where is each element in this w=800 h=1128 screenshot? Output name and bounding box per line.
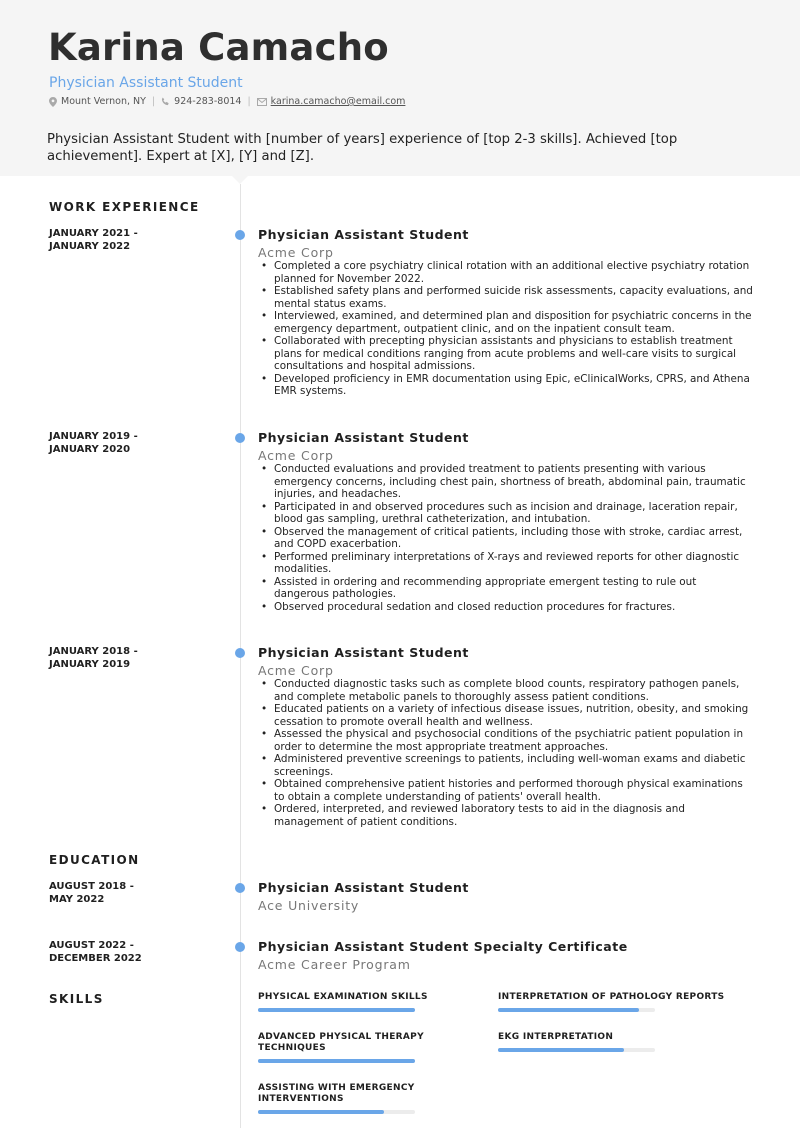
bullet-item: • Participated in and observed procedures such as incision and drainage, laceration repair, blood gas sampling, urethral catheterization, and intubation. <box>258 501 753 526</box>
school-name: Acme Career Program <box>258 957 411 972</box>
entry-date <box>49 645 199 671</box>
phone-icon <box>161 97 170 106</box>
location-pin-icon <box>49 97 57 107</box>
candidate-role: Physician Assistant Student <box>49 75 243 91</box>
bullet-item: • Conducted diagnostic tasks such as complete blood counts, respiratory pathogen panels, and complete metabolic panels to thoroughly assess patient conditions. <box>258 678 753 703</box>
date-end: JANUARY 2019 <box>49 659 131 670</box>
degree-title: Physician Assistant Student <box>258 880 469 895</box>
job-bullets <box>258 260 753 398</box>
degree-title: Physician Assistant Student Specialty Certificate <box>258 939 628 954</box>
bullet-item: • Conducted evaluations and provided treatment to patients presenting with various emergency concerns, including chest pain, shortness of breath, abdominal pain, traumatic injuries, and headaches. <box>258 463 753 501</box>
bullet-item: • Established safety plans and performed suicide risk assessments, capacity evaluations, and mental status exams. <box>258 285 753 310</box>
header-notch <box>232 176 248 184</box>
skill-bar-fill <box>258 1110 384 1114</box>
section-title-education: EDUCATION <box>49 853 140 867</box>
date-start: AUGUST 2022 - <box>49 940 134 951</box>
date-start: JANUARY 2019 - <box>49 431 138 442</box>
date-start: JANUARY 2018 - <box>49 646 138 657</box>
bullet-item: • Administered preventive screenings to patients, including well-woman exams and diabetic screenings. <box>258 753 753 778</box>
company-name: Acme Corp <box>258 245 334 260</box>
job-title: Physician Assistant Student <box>258 645 469 660</box>
phone-text: 924-283-8014 <box>174 96 242 107</box>
company-name: Acme Corp <box>258 663 334 678</box>
bullet-item: • Completed a core psychiatry clinical rotation with an additional elective psychiatry rotation planned for November 2022. <box>258 260 753 285</box>
bullet-item: • Ordered, interpreted, and reviewed laboratory tests to aid in the diagnosis and management of patient conditions. <box>258 803 753 828</box>
bullet-item: • Developed proficiency in EMR documentation using Epic, eClinicalWorks, CPRS, and Athena EMR systems. <box>258 373 753 398</box>
skill-item <box>498 992 738 1003</box>
bullet-item: • Assessed the physical and psychosocial conditions of the psychiatric patient population in order to determine the most appropriate treatment approaches. <box>258 728 753 753</box>
entry-date <box>49 939 199 965</box>
skill-bar-fill <box>258 1008 415 1012</box>
timeline-dot <box>235 648 245 658</box>
skill-item <box>258 992 458 1003</box>
contact-email[interactable] <box>257 96 406 107</box>
bullet-item: • Obtained comprehensive patient histories and performed thorough physical examinations to obtain a complete understanding of patients' overall health. <box>258 778 753 803</box>
entry-date <box>49 880 199 906</box>
header <box>0 0 800 176</box>
skill-item <box>498 1032 698 1043</box>
timeline-dot <box>235 942 245 952</box>
job-title: Physician Assistant Student <box>258 227 469 242</box>
company-name: Acme Corp <box>258 448 334 463</box>
envelope-icon <box>257 98 267 106</box>
job-bullets <box>258 463 753 613</box>
skill-bar-fill <box>258 1059 415 1063</box>
school-name: Ace University <box>258 898 360 913</box>
skill-name: EKG INTERPRETATION <box>498 1032 614 1042</box>
timeline-dot <box>235 433 245 443</box>
bullet-item: • Assisted in ordering and recommending appropriate emergent testing to rule out dangerous pathologies. <box>258 576 753 601</box>
entry-date <box>49 430 199 456</box>
skill-name: INTERPRETATION OF PATHOLOGY REPORTS <box>498 992 725 1002</box>
skill-bar-fill <box>498 1048 624 1052</box>
skill-bar-fill <box>498 1008 639 1012</box>
date-end: DECEMBER 2022 <box>49 953 142 964</box>
contact-phone <box>161 96 241 107</box>
skill-name: ADVANCED PHYSICAL THERAPY TECHNIQUES <box>258 1032 424 1053</box>
candidate-name: Karina Camacho <box>48 26 389 69</box>
date-start: JANUARY 2021 - <box>49 228 138 239</box>
skill-bar-track <box>258 1008 415 1012</box>
skill-bar-track <box>258 1059 415 1063</box>
bullet-item: • Performed preliminary interpretations of X-rays and reviewed reports for other diagnostic modalities. <box>258 551 753 576</box>
contact-separator: | <box>151 96 156 107</box>
skill-bar-track <box>258 1110 415 1114</box>
email-link[interactable]: karina.camacho@email.com <box>270 96 406 107</box>
skill-name: ASSISTING WITH EMERGENCY INTERVENTIONS <box>258 1083 415 1104</box>
section-title-work: WORK EXPERIENCE <box>49 200 200 214</box>
date-end: JANUARY 2020 <box>49 444 131 455</box>
skill-item <box>258 1083 438 1105</box>
profile-summary: Physician Assistant Student with [number of years] experience of [top 2-3 skills]. Achieved [top achievement]. Expert at [X], [Y] and [Z]. <box>47 132 678 164</box>
job-bullets <box>258 678 753 828</box>
bullet-item: • Interviewed, examined, and determined plan and disposition for psychiatric concerns in the emergency department, outpatient clinic, and on the inpatient consult team. <box>258 310 753 335</box>
section-title-skills: SKILLS <box>49 992 104 1006</box>
date-end: MAY 2022 <box>49 894 105 905</box>
contact-location <box>49 96 146 107</box>
skill-bar-track <box>498 1048 655 1052</box>
date-end: JANUARY 2022 <box>49 241 131 252</box>
bullet-item: • Observed procedural sedation and closed reduction procedures for fractures. <box>258 601 753 614</box>
contact-separator: | <box>247 96 251 107</box>
entry-date <box>49 227 199 253</box>
timeline-dot <box>235 883 245 893</box>
job-title: Physician Assistant Student <box>258 430 469 445</box>
contact-line <box>49 96 405 107</box>
timeline-dot <box>235 230 245 240</box>
skill-bar-track <box>498 1008 655 1012</box>
skill-name: PHYSICAL EXAMINATION SKILLS <box>258 992 428 1002</box>
location-text: Mount Vernon, NY <box>61 96 146 107</box>
bullet-item: • Observed the management of critical patients, including those with stroke, cardiac arrest, and COPD exacerbation. <box>258 526 753 551</box>
date-start: AUGUST 2018 - <box>49 881 134 892</box>
skill-item <box>258 1032 438 1054</box>
bullet-item: • Educated patients on a variety of infectious disease issues, nutrition, obesity, and smoking cessation to promote overall health and wellness. <box>258 703 753 728</box>
bullet-item: • Collaborated with precepting physician assistants and physicians to establish treatment plans for medical conditions ranging from acute problems and well-care visits to surgical consultations and hospital admissions. <box>258 335 753 373</box>
